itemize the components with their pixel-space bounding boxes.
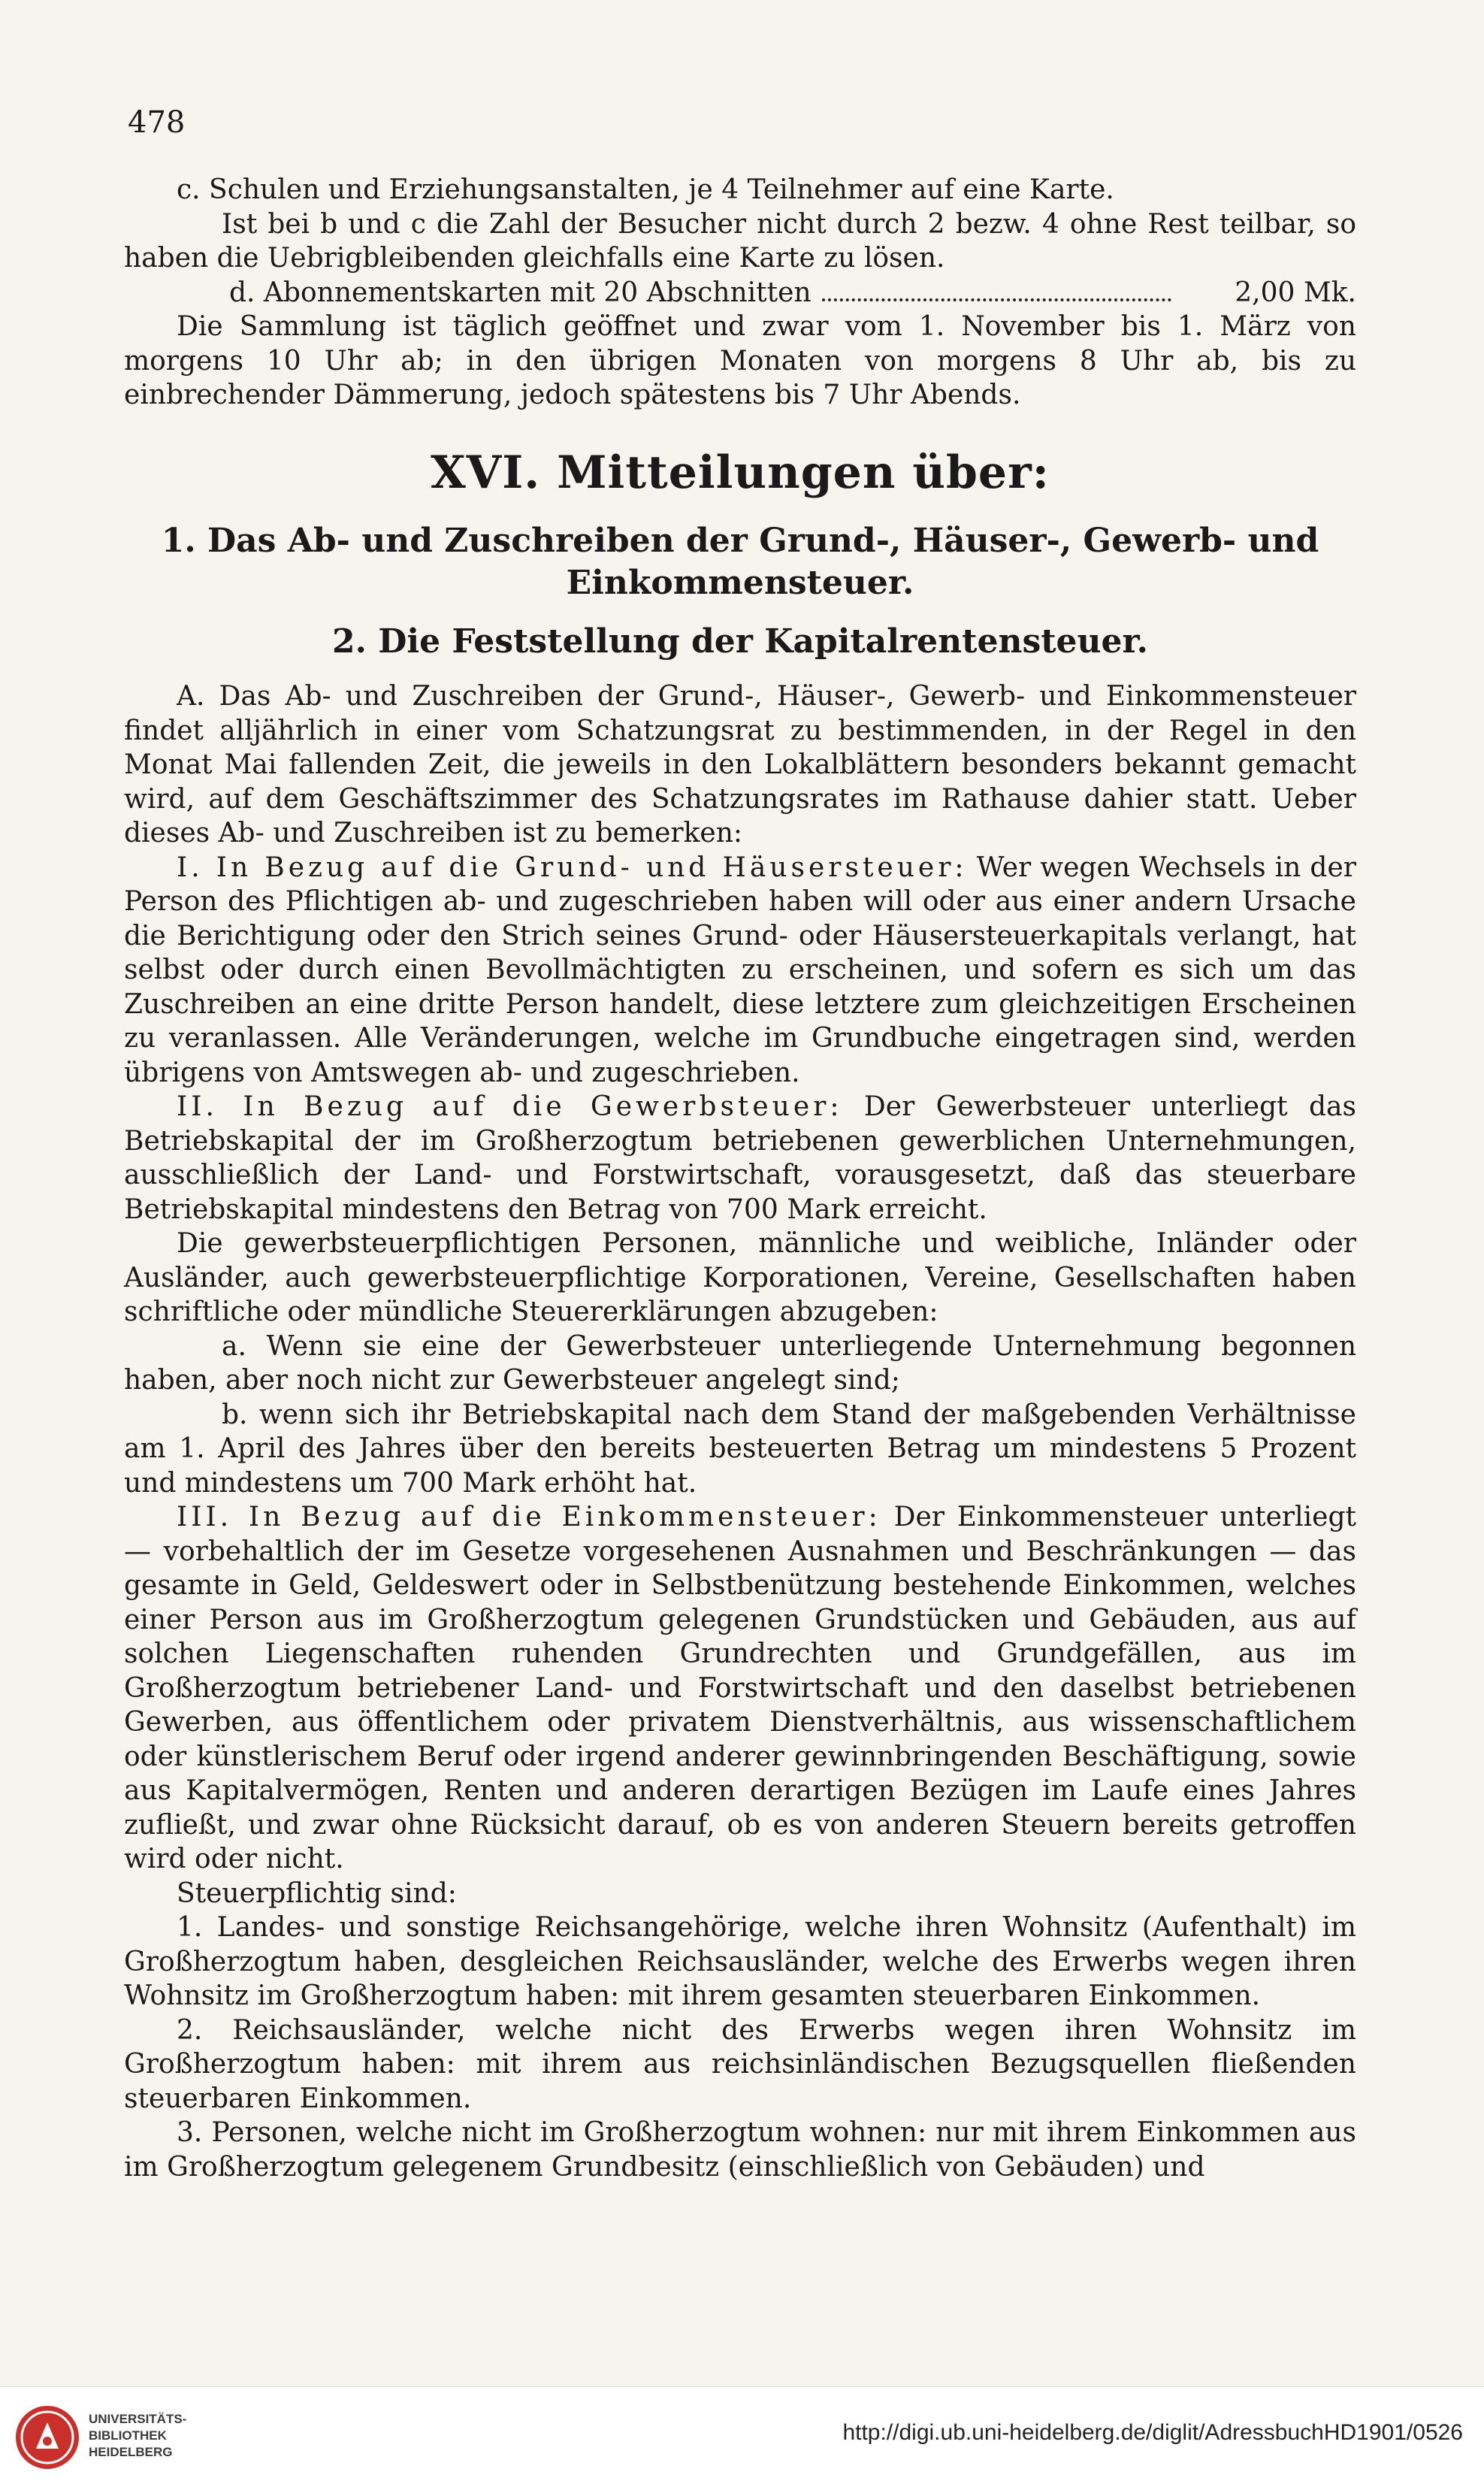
part-2-label: II. In Bezug auf die Gewerbsteuer: — [177, 1091, 843, 1122]
part-1-label: I. In Bezug auf die Grund- und Häusersteuer: — [177, 852, 968, 883]
paragraph-liable-heading: Steuerpflichtig sind: — [177, 1877, 457, 1909]
source-url-link[interactable]: http://digi.ub.uni-heidelberg.de/diglit/AdressbuchHD1901/0526 — [842, 2420, 1463, 2445]
part-1-text: Wer wegen Wechsels in der Person des Pflichtigen ab- und zugeschrieben haben will oder aus einer andern Ursache die Berichtigung oder den Strich seines Grund- oder Häusersteuerkapitals verlangt, hat selbst oder durch einen Bevollmächtigten zu erscheinen, und sofern es sich um das Zuschreiben an eine dritte Person handelt, diese letztere zum gleichzeitigen Erscheinen zu veranlassen. Alle Veränderungen, welche im Grundbuche eingetragen sind, werden übrigens von Amtswegen ab- und zugeschrieben. — [124, 852, 1356, 1088]
paragraph-intro: A. Das Ab- und Zuschreiben der Grund-, Häuser-, Gewerb- und Einkommensteuer findet alljährlich in einer vom Schatzungsrat zu bestimmenden, in der Regel in den Monat Mai fallenden Zeit, die jeweils in den Lokalblättern besonders bekannt gemacht wird, auf dem Geschäftszimmer des Schatzungsrates im Rathause dahier statt. Ueber dieses Ab- und Zuschreiben ist zu bemerken: — [124, 681, 1356, 849]
paragraph-part-1 — [124, 851, 1356, 1091]
leader-dots — [822, 298, 1172, 301]
paragraph-part-2-a: a. Wenn sie eine der Gewerbsteuer unterliegende Unternehmung begonnen haben, aber noch nicht zur Gewerbsteuer angelegt sind; — [124, 1330, 1356, 1396]
heading-tax-registration: 1. Das Ab- und Zuschreiben der Grund-, Häuser-, Gewerb- und Einkommensteuer. — [161, 522, 1319, 602]
paragraph-part-2 — [124, 1090, 1356, 1227]
paragraph-liable-3: 3. Personen, welche nicht im Großherzogtum wohnen: nur mit ihrem Einkommen aus im Großherzogtum gelegenem Grundbesitz (einschließlich von Gebäuden) und — [124, 2117, 1356, 2183]
library-line-1: UNIVERSITÄTS- — [89, 2412, 187, 2426]
heading-capital-tax: 2. Die Feststellung der Kapitalrentensteuer. — [332, 622, 1148, 661]
library-line-2: BIBLIOTHEK — [89, 2428, 167, 2443]
university-seal-icon — [14, 2404, 81, 2471]
library-line-3: HEIDELBERG — [89, 2445, 173, 2459]
paragraph-part-2-persons: Die gewerbsteuerpflichtigen Personen, männliche und weibliche, Inländer oder Ausländer, auch gewerbsteuerpflichtige Korporationen, Vereine, Gesellschaften haben schriftliche oder mündliche Steuererklärungen abzugeben: — [124, 1228, 1356, 1327]
abonnement-label: d. Abonnementskarten mit 20 Abschnitten — [229, 277, 812, 308]
paragraph-opening-hours: Die Sammlung ist täglich geöffnet und zwar vom 1. November bis 1. März von morgens 10 Uhr ab; in den übrigen Monaten von morgens 8 Uhr ab, bis zu einbrechender Dämmerung, jedoch spätestens bis 7 Uhr Abends. — [124, 311, 1356, 410]
abonnement-price: 2,00 Mk. — [1235, 277, 1356, 308]
paragraph-liable-1: 1. Landes- und sonstige Reichsangehörige, welche ihren Wohnsitz (Aufenthalt) im Großherzogtum haben, desgleichen Reichsausländer, welche des Erwerbs wegen ihren Wohnsitz im Großherzogtum haben: mit ihrem gesamten steuerbaren Einkommen. — [124, 1912, 1356, 2011]
paragraph-liable-2: 2. Reichsausländer, welche nicht des Erwerbs wegen ihren Wohnsitz im Großherzogtum haben: mit ihrem aus reichsinländischen Bezugsquellen fließenden steuerbaren Einkommen. — [124, 2014, 1356, 2114]
section-title: XVI. Mitteilungen über: — [431, 446, 1050, 499]
paragraph-schools: c. Schulen und Erziehungsanstalten, je 4 Teilnehmer auf eine Karte. — [177, 174, 1114, 205]
part-2-text: Der Gewerbsteuer unterliegt das Betriebskapital der im Großherzogtum betriebenen gewerblichen Unternehmungen, ausschließlich der Land- und Forstwirtschaft, vorausgesetzt, daß das steuerbare Betriebskapital mindestens den Betrag von 700 Mark erreicht. — [124, 1091, 1356, 1225]
page-content — [124, 173, 1356, 2184]
paragraph-part-3 — [124, 1500, 1356, 1877]
footer-bar — [0, 2386, 1484, 2490]
library-name — [89, 2411, 186, 2461]
paragraph-part-2-b: b. wenn sich ihr Betriebskapital nach dem Stand der maßgebenden Verhältnisse am 1. April des Jahres über den bereits besteuerten Betrag um mindestens 5 Prozent und mindestens um 700 Mark erhöht hat. — [124, 1399, 1356, 1499]
part-3-text: Der Einkommensteuer unterliegt — vorbehaltlich der im Gesetze vorgesehenen Ausnahmen und Beschränkungen — das gesamte in Geld, Geldeswert oder in Selbstbenützung bestehende Einkommen, welches einer Person aus im Großherzogtum gelegenen Grundstücken und Gebäuden, aus auf solchen Liegenschaften ruhenden Grundrechten und Grundgefällen, aus im Großherzogtum betriebener Land- und Forstwirtschaft und den daselbst betriebenen Gewerben, aus öffentlichem oder privatem Dienstverhältnis, aus wissenschaftlichem oder künstlerischem Beruf oder irgend anderer gewinnbringenden Beschäftigung, sowie aus Kapitalvermögen, Renten und anderen derartigen Bezügen im Laufe eines Jahres zufließt, und zwar ohne Rücksicht darauf, ob es von anderen Steuern bereits getroffen wird oder nicht. — [124, 1502, 1356, 1874]
page-number: 478 — [128, 105, 186, 140]
paragraph-remainder: Ist bei b und c die Zahl der Besucher nicht durch 2 bezw. 4 ohne Rest teilbar, so haben die Uebrigbleibenden gleichfalls eine Karte zu lösen. — [124, 208, 1356, 274]
part-3-label: III. In Bezug auf die Einkommensteuer: — [177, 1502, 881, 1532]
abonnement-row — [124, 276, 1356, 310]
